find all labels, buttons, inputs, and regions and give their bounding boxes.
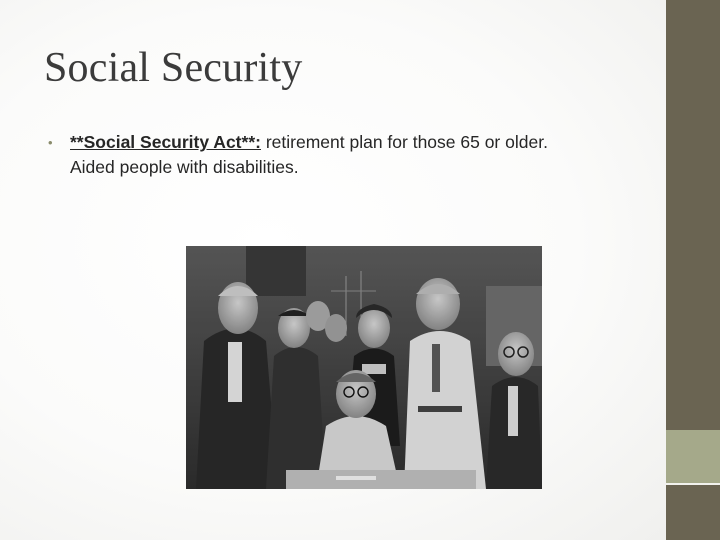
bullet-term: **Social Security Act**: [70, 132, 261, 152]
bullet-dot-icon: • [48, 135, 53, 150]
bullet-description: retirement plan for those 65 or older. [260, 132, 548, 152]
slide-title: Social Security [44, 45, 303, 91]
bullet-text [70, 130, 648, 180]
photo-image-icon [186, 246, 542, 489]
bullet-item [48, 130, 648, 180]
bullet-line-2: Aided people with disabilities. [70, 157, 299, 177]
right-accent-divider [666, 483, 720, 485]
right-accent-band-light [666, 430, 720, 483]
historical-photo [186, 246, 542, 489]
